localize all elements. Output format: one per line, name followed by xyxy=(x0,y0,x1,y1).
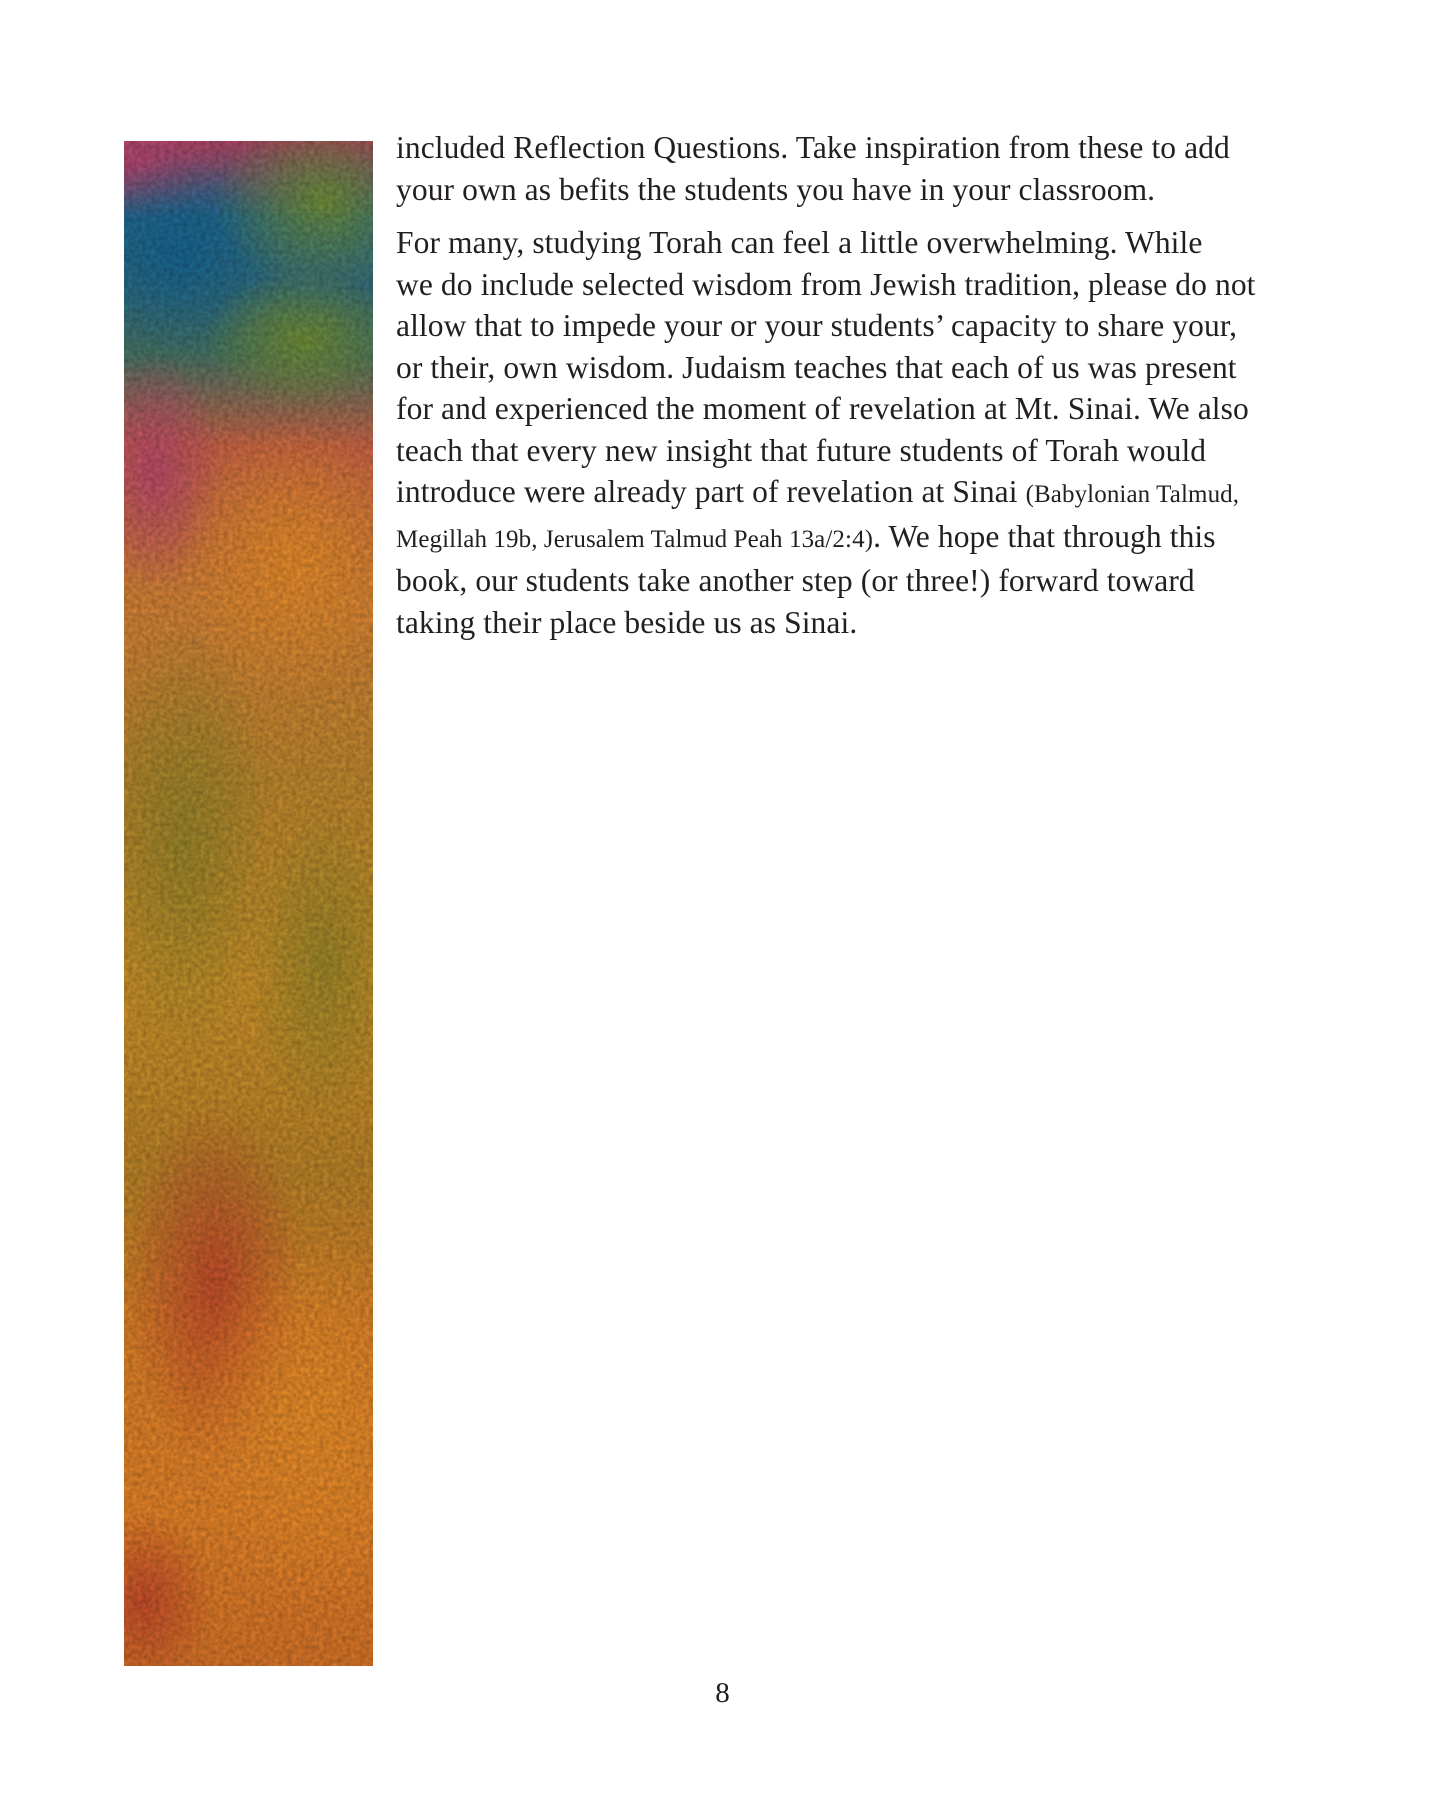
text-line xyxy=(396,471,1340,516)
citation-text: Megillah 19b, Jerusalem Talmud Peah 13a/2:4) xyxy=(396,525,874,553)
text-line: we do include selected wisdom from Jewish tradition, please do not xyxy=(396,266,1256,302)
text-line: teach that every new insight that future students of Torah would xyxy=(396,432,1207,468)
text-line: for and experienced the moment of revelation at Mt. Sinai. We also xyxy=(396,391,1249,426)
text-line: allow that to impede your or your students’ capacity to share your, xyxy=(396,308,1238,343)
citation-text: (Babylonian Talmud, xyxy=(1025,481,1240,508)
page-number: 8 xyxy=(715,1677,730,1709)
text-line xyxy=(396,516,1340,561)
paragraph-1 xyxy=(396,127,1340,210)
text-line: your own as befits the students you have in your classroom. xyxy=(396,171,1156,207)
body-text xyxy=(396,127,1340,643)
text-segment: introduce were already part of revelation at Sinai xyxy=(396,474,1026,509)
paragraph-2 xyxy=(396,222,1340,643)
text-line: For many, studying Torah can feel a little overwhelming. While xyxy=(396,225,1203,260)
text-line: included Reflection Questions. Take inspiration from these to add xyxy=(396,130,1230,165)
text-line: taking their place beside us as Sinai. xyxy=(396,604,858,640)
text-line: or their, own wisdom. Judaism teaches that each of us was present xyxy=(396,349,1237,385)
text-segment: . We hope that through this xyxy=(873,518,1216,554)
text-line: book, our students take another step (or three!) forward toward xyxy=(396,563,1195,598)
watercolor-art-strip xyxy=(124,141,373,1666)
